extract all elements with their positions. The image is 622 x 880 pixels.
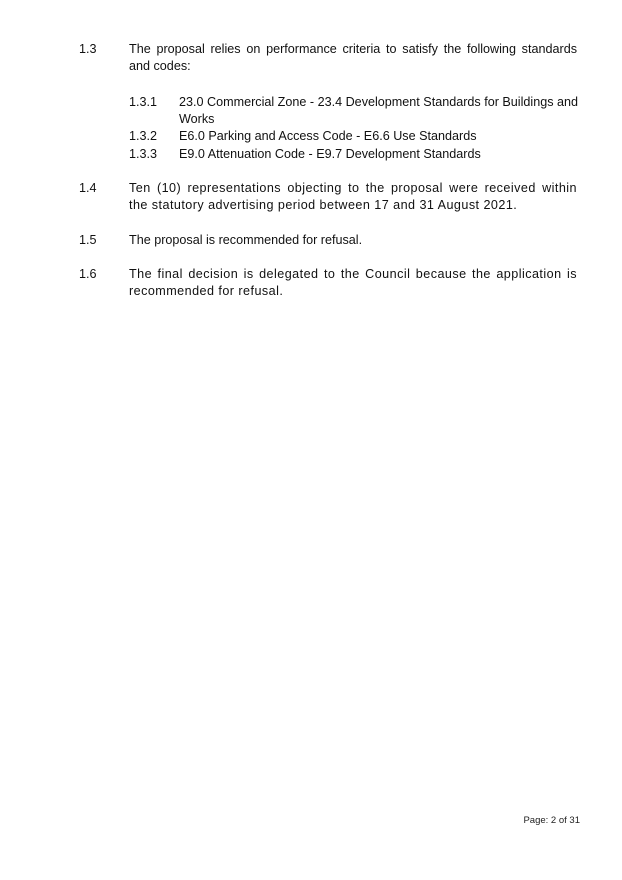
list-item-text: E9.0 Attenuation Code - E9.7 Development Standards xyxy=(179,147,481,161)
paragraph-number: 1.5 xyxy=(79,233,97,247)
paragraph-number: 1.6 xyxy=(79,267,97,281)
paragraph-text: Ten (10) representations objecting to the proposal were received within the statutory advertising period between 17 and 31 August 2021. xyxy=(129,181,577,212)
list-item-text: 23.0 Commercial Zone - 23.4 Development Standards for Buildings and Works xyxy=(179,95,579,126)
page-number-footer: Page: 2 of 31 xyxy=(523,815,580,826)
list-item-number: 1.3.3 xyxy=(129,147,158,161)
paragraph-number: 1.4 xyxy=(79,181,97,195)
paragraph-number: 1.3 xyxy=(79,42,97,56)
paragraph-text: The proposal relies on performance criteria to satisfy the following standards and codes: xyxy=(129,42,577,73)
list-item-number: 1.3.2 xyxy=(129,129,158,143)
list-item-number: 1.3.1 xyxy=(129,95,158,109)
paragraph-text: The final decision is delegated to the Council because the application is recommended for refusal. xyxy=(129,267,577,298)
paragraph-text: The proposal is recommended for refusal. xyxy=(129,233,363,247)
list-item-text: E6.0 Parking and Access Code - E6.6 Use Standards xyxy=(179,129,477,143)
